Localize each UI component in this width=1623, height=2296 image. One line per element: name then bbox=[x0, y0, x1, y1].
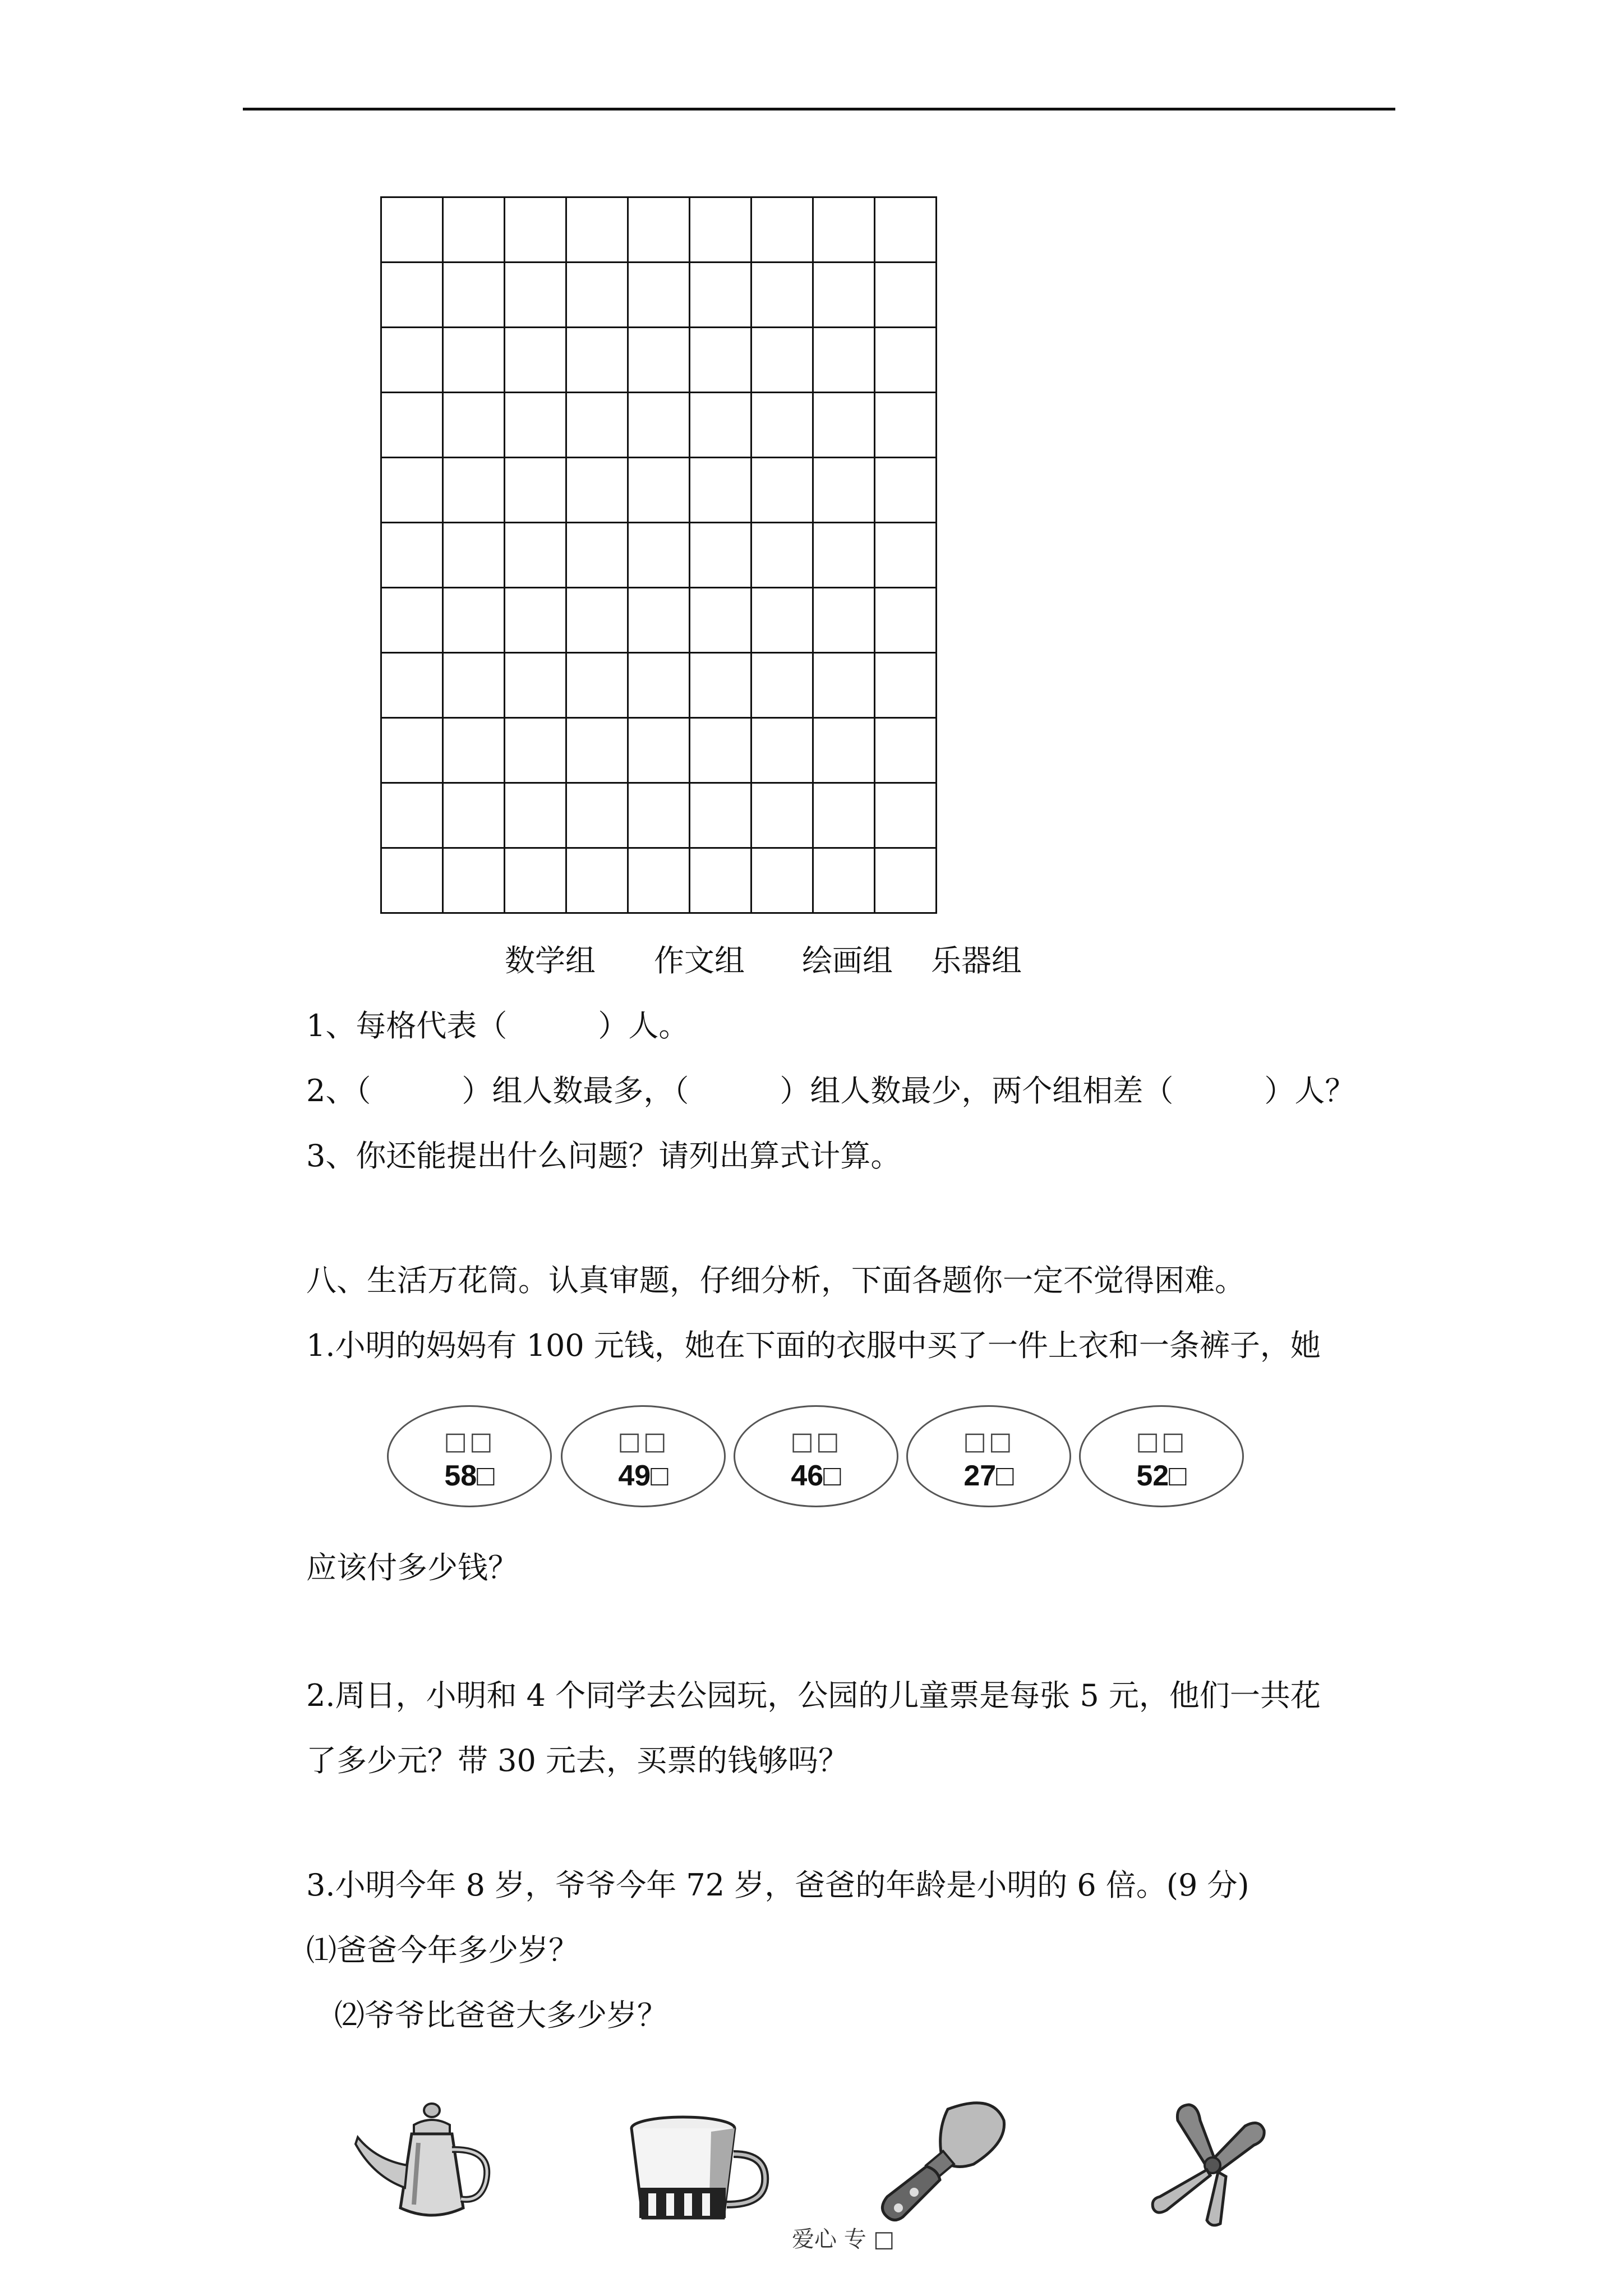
problem-3-sub-1: ⑴爸爸今年多少岁？ bbox=[306, 1932, 579, 1968]
blank-chart-grid bbox=[380, 196, 937, 914]
cup-icon bbox=[627, 2115, 773, 2227]
grid-cell bbox=[690, 718, 751, 783]
item-price: 49□ bbox=[618, 1460, 668, 1492]
grid-cell bbox=[813, 588, 875, 653]
grid-cell bbox=[875, 848, 937, 913]
grid-cell bbox=[690, 523, 751, 588]
question-1: 1、每格代表（ ）人。 bbox=[306, 1008, 689, 1043]
grid-cell bbox=[690, 653, 751, 718]
question-2: 2、（ ）组人数最多，（ ）组人数最少，两个组相差（ ）人？ bbox=[306, 1073, 1355, 1108]
grid-cell bbox=[875, 197, 937, 263]
grid-cell bbox=[381, 197, 443, 263]
category-painting: 绘画组 bbox=[802, 943, 893, 978]
grid-cell bbox=[566, 197, 628, 263]
grid-cell bbox=[875, 523, 937, 588]
grid-cell bbox=[443, 328, 505, 393]
grid-cell bbox=[505, 783, 566, 848]
clothing-item bbox=[1079, 1405, 1244, 1507]
clothing-item bbox=[387, 1405, 552, 1507]
grid-cell bbox=[628, 328, 690, 393]
grid-cell bbox=[443, 458, 505, 523]
grid-cell bbox=[505, 393, 566, 458]
grid-cell bbox=[813, 653, 875, 718]
grid-cell bbox=[751, 588, 813, 653]
grid-cell bbox=[813, 197, 875, 263]
grid-cell bbox=[628, 588, 690, 653]
grid-cell bbox=[751, 458, 813, 523]
page-footer: 爱心 专 □ bbox=[792, 2226, 895, 2252]
grid-cell bbox=[443, 783, 505, 848]
header-rule bbox=[243, 108, 1395, 111]
grid-cell bbox=[875, 653, 937, 718]
grid-cell bbox=[566, 263, 628, 328]
grid-cell bbox=[566, 458, 628, 523]
grid-cell bbox=[875, 588, 937, 653]
problem-1-line-2: 应该付多少钱？ bbox=[306, 1550, 518, 1585]
grid-cell bbox=[751, 653, 813, 718]
grid-cell bbox=[628, 783, 690, 848]
item-price: 27□ bbox=[963, 1460, 1014, 1492]
grid-cell bbox=[628, 263, 690, 328]
grid-cell bbox=[751, 263, 813, 328]
grid-cell bbox=[443, 523, 505, 588]
trowel-icon bbox=[875, 2098, 1009, 2227]
grid-cell bbox=[813, 328, 875, 393]
grid-cell bbox=[381, 328, 443, 393]
grid-cell bbox=[875, 263, 937, 328]
category-writing: 作文组 bbox=[654, 943, 745, 978]
grid-cell bbox=[751, 848, 813, 913]
grid-cell bbox=[690, 393, 751, 458]
item-name: □□ bbox=[617, 1427, 669, 1456]
item-price: 58□ bbox=[444, 1460, 495, 1492]
clothing-item bbox=[906, 1405, 1071, 1507]
grid-cell bbox=[875, 458, 937, 523]
grid-cell bbox=[443, 588, 505, 653]
grid-cell bbox=[381, 653, 443, 718]
grid-cell bbox=[505, 523, 566, 588]
grid-cell bbox=[628, 197, 690, 263]
grid-cell bbox=[813, 848, 875, 913]
grid-cell bbox=[443, 718, 505, 783]
grid-cell bbox=[751, 783, 813, 848]
grid-cell bbox=[443, 393, 505, 458]
grid-cell bbox=[813, 263, 875, 328]
item-name: □□ bbox=[1136, 1427, 1187, 1456]
grid-cell bbox=[381, 588, 443, 653]
grid-cell bbox=[628, 458, 690, 523]
grid-cell bbox=[566, 588, 628, 653]
item-name: □□ bbox=[444, 1427, 495, 1456]
problem-2-line-2: 了多少元？带 30 元去，买票的钱够吗？ bbox=[306, 1743, 849, 1778]
grid-cell bbox=[381, 783, 443, 848]
grid-cell bbox=[690, 848, 751, 913]
grid-cell bbox=[813, 393, 875, 458]
grid-cell bbox=[505, 328, 566, 393]
grid-cell bbox=[381, 393, 443, 458]
item-name: □□ bbox=[963, 1427, 1015, 1456]
grid-cell bbox=[628, 523, 690, 588]
clothing-item bbox=[734, 1405, 898, 1507]
grid-cell bbox=[690, 263, 751, 328]
grid-cell bbox=[505, 588, 566, 653]
grid-cell bbox=[813, 523, 875, 588]
grid-cell bbox=[505, 197, 566, 263]
grid-cell bbox=[566, 718, 628, 783]
grid-cell bbox=[381, 523, 443, 588]
grid-cell bbox=[381, 718, 443, 783]
problem-3-sub-2: ⑵爷爷比爸爸大多少岁？ bbox=[334, 1998, 667, 2033]
grid-cell bbox=[813, 718, 875, 783]
question-3: 3、你还能提出什么问题？请列出算式计算。 bbox=[306, 1138, 901, 1174]
grid-cell bbox=[751, 718, 813, 783]
grid-cell bbox=[690, 328, 751, 393]
problem-2-line-1: 2.周日，小明和 4 个同学去公园玩，公园的儿童票是每张 5 元，他们一共花 bbox=[306, 1678, 1321, 1713]
category-math: 数学组 bbox=[505, 943, 596, 978]
grid-cell bbox=[566, 523, 628, 588]
grid-cell bbox=[813, 458, 875, 523]
problem-3-line-1: 3.小明今年 8 岁，爷爷今年 72 岁，爸爸的年龄是小明的 6 倍。(9 分) bbox=[306, 1867, 1249, 1903]
section-8-title: 八、生活万花筒。认真审题，仔细分析，下面各题你一定不觉得困难。 bbox=[306, 1263, 1245, 1298]
grid-cell bbox=[566, 848, 628, 913]
grid-cell bbox=[505, 653, 566, 718]
grid-cell bbox=[566, 328, 628, 393]
grid-cell bbox=[505, 848, 566, 913]
grid-cell bbox=[875, 393, 937, 458]
grid-cell bbox=[505, 458, 566, 523]
category-music: 乐器组 bbox=[931, 943, 1022, 978]
grid-cell bbox=[875, 328, 937, 393]
grid-cell bbox=[443, 197, 505, 263]
grid-cell bbox=[690, 458, 751, 523]
grid-cell bbox=[443, 848, 505, 913]
grid-cell bbox=[875, 718, 937, 783]
grid-cell bbox=[566, 393, 628, 458]
grid-cell bbox=[813, 783, 875, 848]
problem-1-line-1: 1.小明的妈妈有 100 元钱，她在下面的衣服中买了一件上衣和一条裤子，她 bbox=[306, 1328, 1321, 1363]
teapot-icon bbox=[353, 2098, 510, 2233]
item-price: 46□ bbox=[791, 1460, 841, 1492]
grid-cell bbox=[566, 653, 628, 718]
grid-cell bbox=[690, 197, 751, 263]
clothing-item bbox=[561, 1405, 726, 1507]
grid-cell bbox=[690, 588, 751, 653]
item-price: 52□ bbox=[1136, 1460, 1187, 1492]
grid-cell bbox=[875, 783, 937, 848]
grid-cell bbox=[505, 718, 566, 783]
grid-cell bbox=[381, 458, 443, 523]
grid-cell bbox=[751, 393, 813, 458]
grid-cell bbox=[628, 653, 690, 718]
grid-cell bbox=[751, 328, 813, 393]
grid-cell bbox=[566, 783, 628, 848]
grid-cell bbox=[443, 653, 505, 718]
grid-cell bbox=[628, 393, 690, 458]
grid-cell bbox=[628, 718, 690, 783]
grid-cell bbox=[751, 523, 813, 588]
grid-cell bbox=[690, 783, 751, 848]
grid-cell bbox=[443, 263, 505, 328]
item-name: □□ bbox=[790, 1427, 842, 1456]
grid-cell bbox=[505, 263, 566, 328]
grid-cell bbox=[751, 197, 813, 263]
grid-cell bbox=[381, 848, 443, 913]
grid-cell bbox=[381, 263, 443, 328]
grid-cell bbox=[628, 848, 690, 913]
pliers-icon bbox=[1144, 2098, 1279, 2227]
